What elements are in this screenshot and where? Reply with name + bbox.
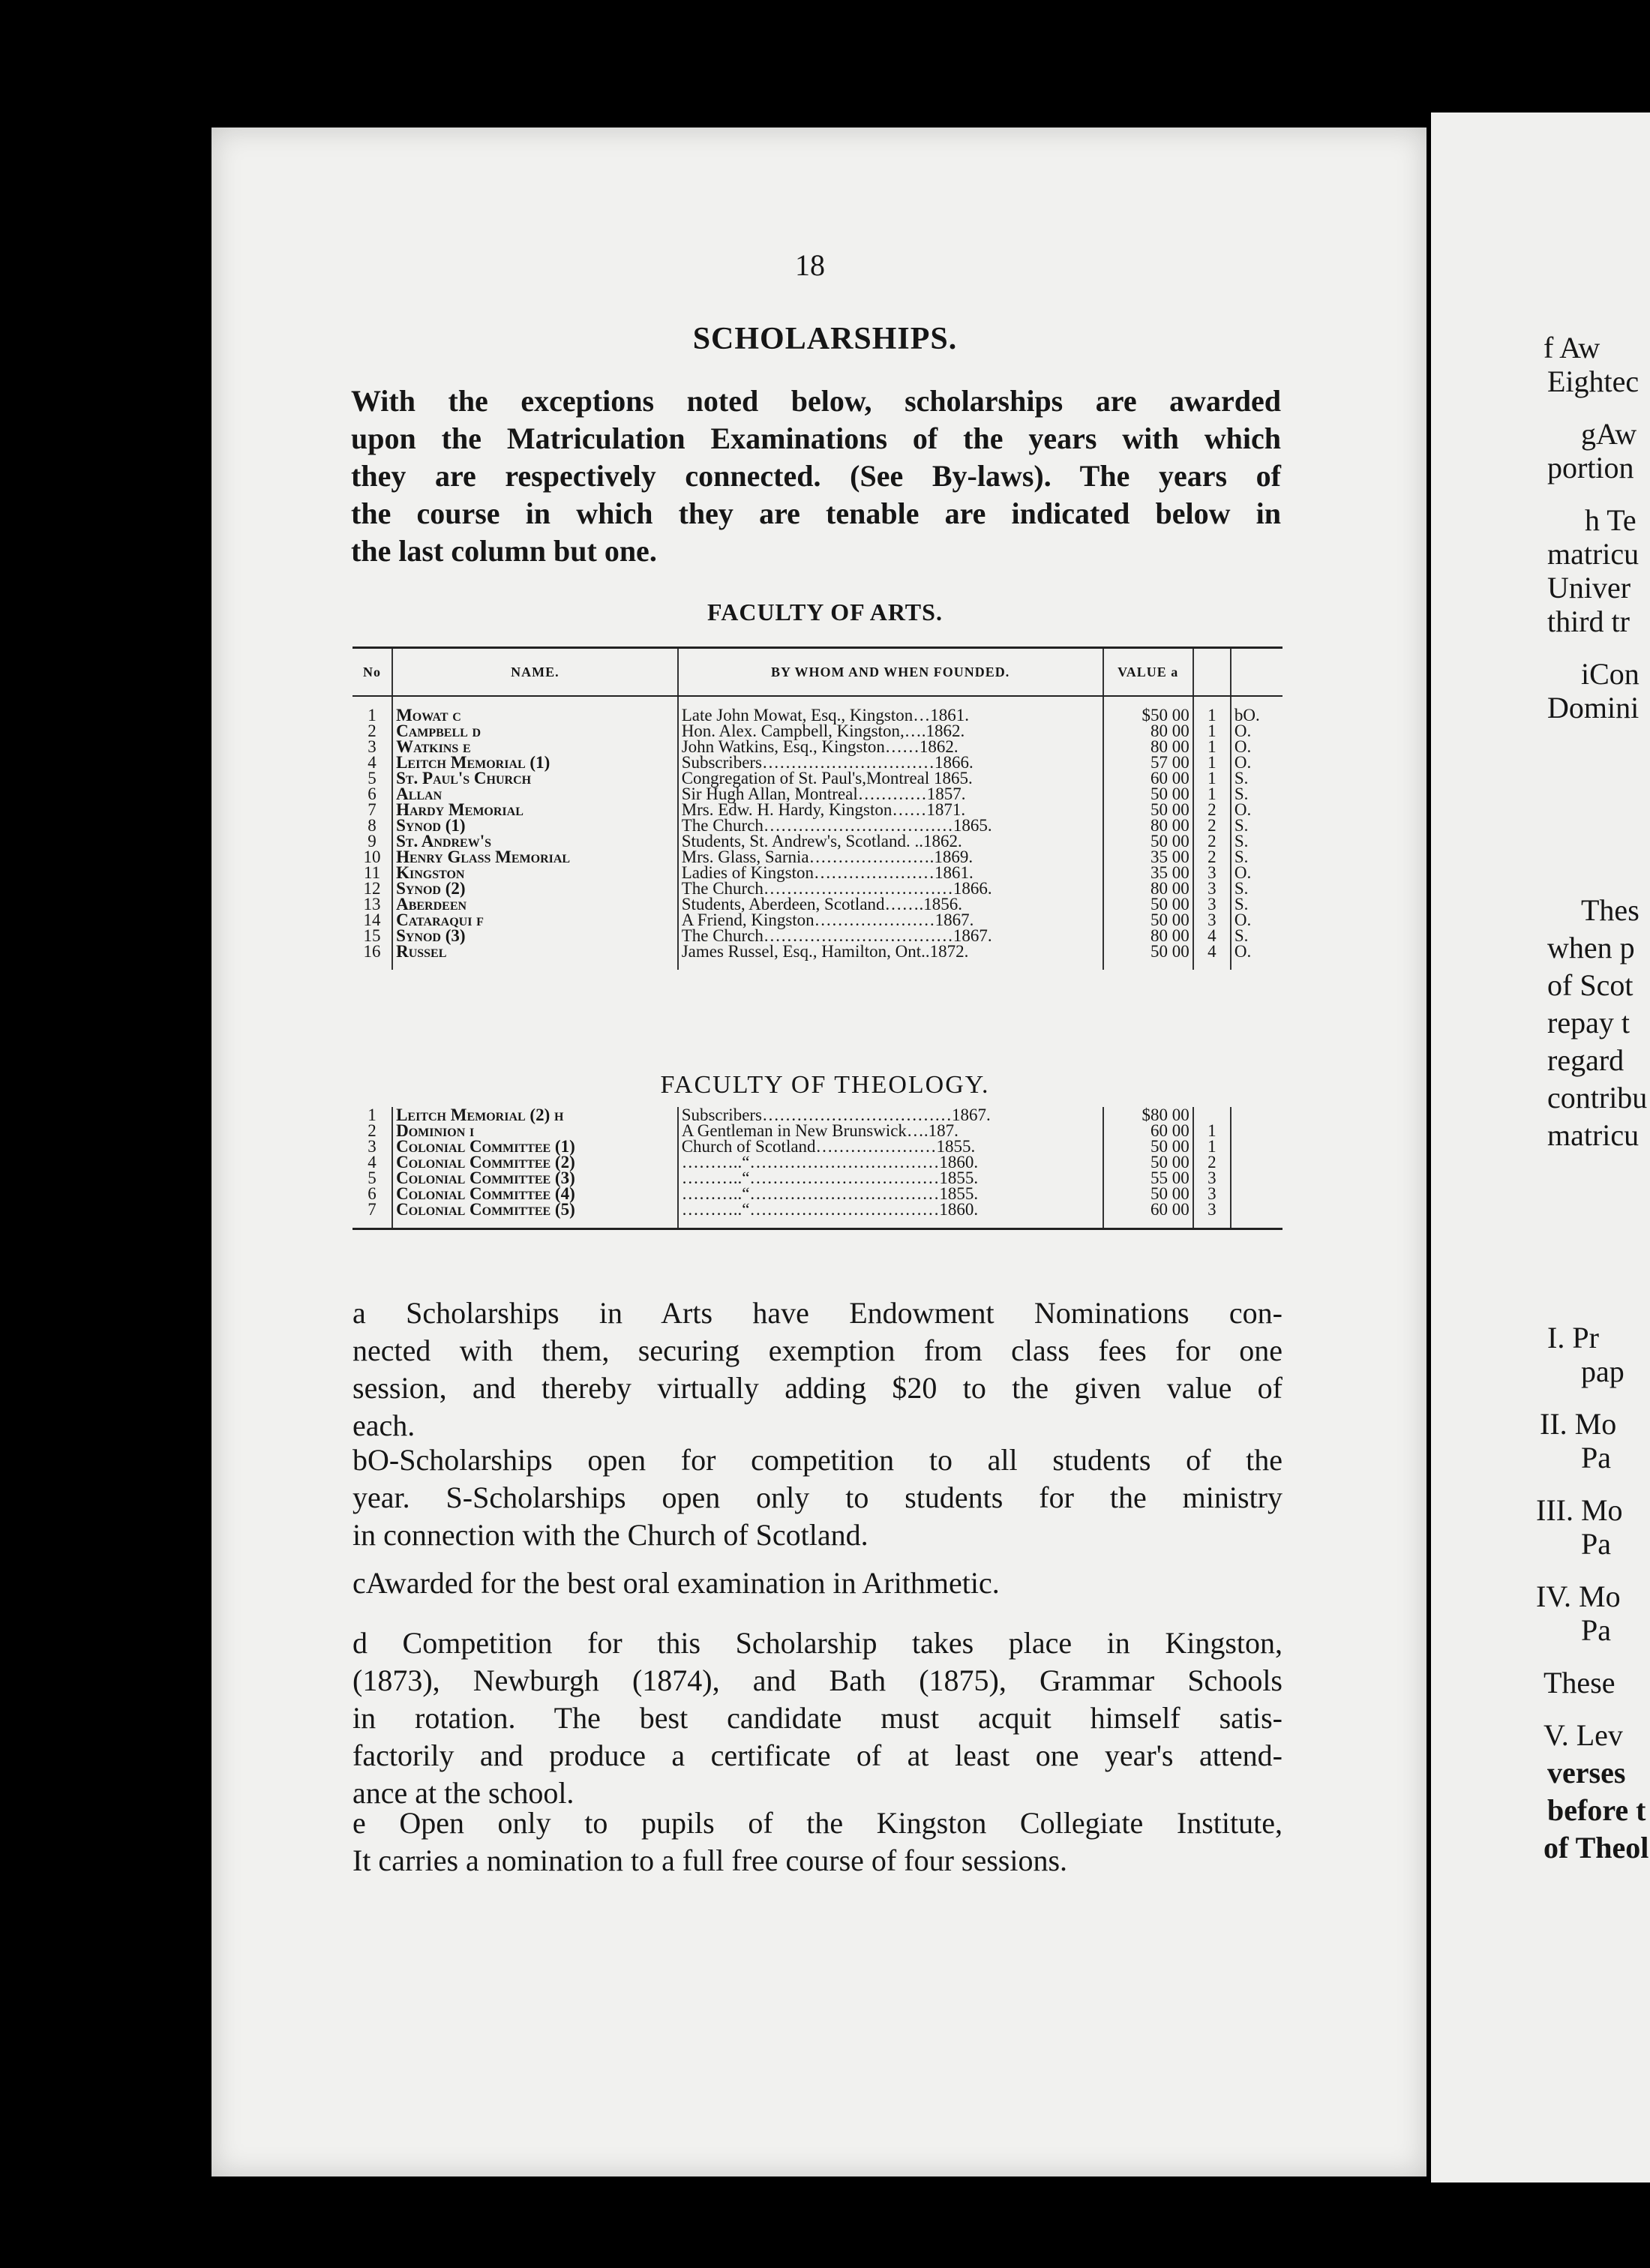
facing-line: I. Pr (1547, 1321, 1599, 1354)
tenable-year: 2 (1193, 849, 1231, 865)
scholarship-name: Mowat c (392, 707, 678, 723)
founded-by: A Gentleman in New Brunswick….187. (678, 1123, 1103, 1138)
scholarship-value: 80 00 (1103, 723, 1193, 739)
facing-line: before t (1547, 1793, 1646, 1827)
tenable-year: 1 (1193, 707, 1231, 723)
competition-type: S. (1234, 832, 1249, 850)
row-number: 1 (352, 1107, 392, 1123)
founded-by: Mrs. Edw. H. Hardy, Kingston……1871. (678, 802, 1103, 818)
note-line: d Competition for this Scholarship takes place in Kingston, (352, 1626, 1282, 1660)
tenable-year: 1 (1193, 754, 1231, 770)
tenable-year: 4 (1193, 944, 1231, 959)
founded-by: Subscribers…………………………1866. (678, 754, 1103, 770)
facing-line: Pa (1581, 1613, 1611, 1647)
facing-line: III. Mo (1536, 1493, 1623, 1527)
scholarship-name: Synod (3) (392, 928, 678, 944)
note-e (352, 1804, 1282, 1880)
tenable-year: 1 (1193, 770, 1231, 786)
scholarship-name: Watkins e (392, 739, 678, 754)
scholarship-value: 80 00 (1103, 928, 1193, 944)
row-number: 12 (352, 880, 392, 896)
intro-line: upon the Matriculation Examinations of the years with which (351, 422, 1281, 455)
scholarship-name: Allan (392, 786, 678, 802)
facing-line: Pa (1581, 1441, 1611, 1474)
scholarship-name: Colonial Committee (2) (392, 1154, 678, 1170)
faculty-theology-heading: FACULTY OF THEOLOGY. (660, 1071, 990, 1099)
intro-paragraph (351, 382, 1281, 570)
scholarship-value: 50 00 (1103, 1138, 1193, 1154)
scholarship-value: 50 00 (1103, 944, 1193, 959)
row-number: 3 (352, 1138, 392, 1154)
competition-type: S. (1234, 879, 1249, 898)
row-number: 4 (352, 1154, 392, 1170)
row-number: 2 (352, 1123, 392, 1138)
founded-by: Late John Mowat, Esq., Kingston…1861. (678, 707, 1103, 723)
competition-type (1231, 1107, 1282, 1123)
facing-line: Domini (1547, 691, 1640, 724)
facing-line: gAw (1581, 417, 1637, 451)
facing-line: when p (1547, 931, 1635, 964)
table-row (352, 1170, 1282, 1186)
scholarship-value: 80 00 (1103, 818, 1193, 833)
header-year (1193, 648, 1231, 697)
facing-line: f Aw (1544, 331, 1600, 364)
founded-by: Hon. Alex. Campbell, Kingston,….1862. (678, 723, 1103, 739)
founded-by: ………..“……………………………1860. (678, 1154, 1103, 1170)
table-row (352, 912, 1282, 928)
tenable-year: 3 (1193, 1202, 1231, 1217)
row-number: 7 (352, 1202, 392, 1217)
founded-by: Students, Aberdeen, Scotland…….1856. (678, 896, 1103, 912)
founded-by: Congregation of St. Paul's,Montreal 1865. (678, 770, 1103, 786)
arts-table-body (352, 696, 1282, 970)
scholarship-value: 80 00 (1103, 880, 1193, 896)
scholarship-value: 50 00 (1103, 802, 1193, 818)
table-row (352, 818, 1282, 833)
row-number: 5 (352, 770, 392, 786)
theology-table-body (352, 1107, 1282, 1229)
competition-type (1231, 1202, 1282, 1217)
scholarship-name: Henry Glass Memorial (392, 849, 678, 865)
row-number: 1 (352, 707, 392, 723)
competition-type: S. (1234, 816, 1249, 835)
row-number: 5 (352, 1170, 392, 1186)
row-number: 8 (352, 818, 392, 833)
founded-by: Sir Hugh Allan, Montreal…………1857. (678, 786, 1103, 802)
note-line: session, and thereby virtually adding $20 to the given value of (352, 1371, 1282, 1405)
scholarship-value: 50 00 (1103, 786, 1193, 802)
table-row (352, 754, 1282, 770)
tenable-year: 2 (1193, 802, 1231, 818)
note-line: e Open only to pupils of the Kingston Collegiate Institute, (352, 1806, 1282, 1840)
founded-by: Students, St. Andrew's, Scotland. ..1862. (678, 833, 1103, 849)
facing-line: iCon (1581, 657, 1640, 691)
scholarship-name: Hardy Memorial (392, 802, 678, 818)
tenable-year: 2 (1193, 1154, 1231, 1170)
note-line: It carries a nomination to a full free course of four sessions. (352, 1844, 1068, 1877)
row-number: 15 (352, 928, 392, 944)
scholarship-name: Leitch Memorial (1) (392, 754, 678, 770)
scholarship-name: Colonial Committee (1) (392, 1138, 678, 1154)
note-line: cAwarded for the best oral examination in Arithmetic. (352, 1566, 1000, 1600)
table-row (352, 786, 1282, 802)
facing-line: pap (1581, 1354, 1624, 1388)
founded-by: ………..“……………………………1855. (678, 1170, 1103, 1186)
note-line: factorily and produce a certificate of at least one year's attend- (352, 1738, 1282, 1772)
facing-line: IV. Mo (1536, 1580, 1621, 1613)
scholarship-name: Aberdeen (392, 896, 678, 912)
facing-line: verses (1547, 1756, 1626, 1790)
note-line: nected with them, securing exemption from class fees for one (352, 1334, 1282, 1367)
table-spacer (352, 1217, 1282, 1229)
scholarship-value: 50 00 (1103, 1186, 1193, 1202)
scholarship-value: 50 00 (1103, 833, 1193, 849)
facing-line: Eightec (1547, 364, 1640, 398)
intro-line: they are respectively connected. (See By-laws). The years of (351, 459, 1281, 493)
facing-line: contribu (1547, 1081, 1648, 1114)
competition-type: S. (1234, 848, 1249, 866)
scholarship-name: Kingston (392, 865, 678, 880)
scholarship-name: Synod (1) (392, 818, 678, 833)
facing-line: These (1544, 1666, 1616, 1700)
note-a (352, 1294, 1282, 1444)
row-number: 6 (352, 786, 392, 802)
note-line: ance at the school. (352, 1776, 574, 1810)
scholarship-value: 35 00 (1103, 865, 1193, 880)
row-number: 9 (352, 833, 392, 849)
table-row (352, 944, 1282, 959)
row-number: 16 (352, 944, 392, 959)
competition-type: bO. (1234, 706, 1260, 724)
row-number: 14 (352, 912, 392, 928)
row-number: 6 (352, 1186, 392, 1202)
facing-line: of Scot (1547, 968, 1634, 1002)
founded-by: James Russel, Esq., Hamilton, Ont..1872. (678, 944, 1103, 959)
tenable-year: 4 (1193, 928, 1231, 944)
competition-type: O. (1234, 737, 1252, 756)
theology-scholarship-table (352, 1107, 1282, 1230)
row-number: 7 (352, 802, 392, 818)
header-by-whom: BY WHOM AND WHEN FOUNDED. (678, 648, 1103, 697)
intro-line: the course in which they are tenable are indicated below in (351, 496, 1281, 530)
arts-scholarship-table (352, 646, 1282, 970)
tenable-year: 3 (1193, 896, 1231, 912)
table-row (352, 1154, 1282, 1170)
facing-line: matricu (1547, 1118, 1640, 1152)
founded-by: Subscribers……………………………1867. (678, 1107, 1103, 1123)
note-line: a Scholarships in Arts have Endowment Nominations con- (352, 1296, 1282, 1330)
scholarship-value: 60 00 (1103, 1123, 1193, 1138)
founded-by: The Church……………………………1865. (678, 818, 1103, 833)
table-row (352, 928, 1282, 944)
scholarship-name: Campbell d (392, 723, 678, 739)
page-number: 18 (795, 248, 825, 282)
scholarship-name: Colonial Committee (5) (392, 1202, 678, 1217)
competition-type: O. (1234, 753, 1252, 772)
row-number: 4 (352, 754, 392, 770)
scholarship-name: Cataraqui f (392, 912, 678, 928)
table-row (352, 865, 1282, 880)
row-number: 10 (352, 849, 392, 865)
scholarship-value: 80 00 (1103, 739, 1193, 754)
facing-line: V. Lev (1544, 1718, 1623, 1752)
founded-by: The Church……………………………1867. (678, 928, 1103, 944)
faculty-arts-heading: FACULTY OF ARTS. (707, 598, 943, 626)
tenable-year: 1 (1193, 786, 1231, 802)
founded-by: A Friend, Kingston…………………1867. (678, 912, 1103, 928)
page-title: SCHOLARSHIPS. (692, 322, 958, 356)
facing-line: third tr (1547, 604, 1630, 638)
scholarship-value: 50 00 (1103, 912, 1193, 928)
scholarship-name: Dominion i (392, 1123, 678, 1138)
founded-by: John Watkins, Esq., Kingston……1862. (678, 739, 1103, 754)
competition-type: O. (1234, 910, 1252, 929)
row-number: 13 (352, 896, 392, 912)
facing-line: Thes (1581, 893, 1640, 927)
tenable-year: 1 (1193, 1123, 1231, 1138)
tenable-year: 1 (1193, 1138, 1231, 1154)
header-name: NAME. (392, 648, 678, 697)
facing-line: Univer (1547, 571, 1631, 604)
tenable-year: 3 (1193, 1170, 1231, 1186)
table-row (352, 707, 1282, 723)
scholarship-value: 57 00 (1103, 754, 1193, 770)
table-row (352, 770, 1282, 786)
note-line: in rotation. The best candidate must acquit himself satis- (352, 1701, 1282, 1735)
competition-type (1231, 1123, 1282, 1138)
tenable-year: 3 (1193, 880, 1231, 896)
table-row (352, 1202, 1282, 1217)
scholarship-name: Colonial Committee (4) (392, 1186, 678, 1202)
competition-type: S. (1234, 784, 1249, 803)
note-line: each. (352, 1408, 416, 1442)
scholarship-value: 35 00 (1103, 849, 1193, 865)
competition-type (1231, 1138, 1282, 1154)
founded-by: The Church……………………………1866. (678, 880, 1103, 896)
competition-type: S. (1234, 895, 1249, 914)
facing-line: repay t (1547, 1006, 1630, 1040)
tenable-year: 3 (1193, 912, 1231, 928)
scholarship-name: St. Paul's Church (392, 770, 678, 786)
header-no: No (352, 648, 392, 697)
note-line: bO-Scholarships open for competition to all students of the (352, 1443, 1282, 1477)
scholarship-value: 60 00 (1103, 1202, 1193, 1217)
tenable-year: 2 (1193, 833, 1231, 849)
facing-line: portion (1547, 451, 1634, 484)
scholarship-value: 60 00 (1103, 770, 1193, 786)
scholarship-name: Russel (392, 944, 678, 959)
table-row (352, 1138, 1282, 1154)
row-number: 11 (352, 865, 392, 880)
table-row (352, 739, 1282, 754)
scholarship-value: 50 00 (1103, 1154, 1193, 1170)
intro-line: the last column but one. (351, 534, 657, 568)
table-row (352, 1186, 1282, 1202)
note-c (352, 1564, 1282, 1602)
competition-type (1231, 1170, 1282, 1186)
table-spacer (352, 959, 1282, 970)
table-row (352, 880, 1282, 896)
tenable-year: 3 (1193, 865, 1231, 880)
scholarship-value: 50 00 (1103, 896, 1193, 912)
competition-type: S. (1234, 926, 1249, 945)
row-number: 2 (352, 723, 392, 739)
founded-by: Ladies of Kingston…………………1861. (678, 865, 1103, 880)
row-number: 3 (352, 739, 392, 754)
tenable-year (1193, 1107, 1231, 1123)
facing-page-fragment (1431, 112, 1650, 2182)
tenable-year: 1 (1193, 723, 1231, 739)
tenable-year: 2 (1193, 818, 1231, 833)
scholarship-value: 55 00 (1103, 1170, 1193, 1186)
facing-line: matricu (1547, 537, 1640, 571)
founded-by: Church of Scotland…………………1855. (678, 1138, 1103, 1154)
note-line: (1873), Newburgh (1874), and Bath (1875), Grammar Schools (352, 1664, 1282, 1697)
tenable-year: 3 (1193, 1186, 1231, 1202)
facing-line: h Te (1585, 503, 1636, 537)
facing-line: regard (1547, 1043, 1624, 1077)
scholarship-name: Colonial Committee (3) (392, 1170, 678, 1186)
table-header-row (352, 648, 1282, 697)
header-value: VALUE a (1103, 648, 1193, 697)
founded-by: Mrs. Glass, Sarnia………………….1869. (678, 849, 1103, 865)
note-line: year. S-Scholarships open only to students for the ministry (352, 1480, 1282, 1514)
table-row (352, 723, 1282, 739)
competition-type: O. (1234, 863, 1252, 882)
table-row (352, 1123, 1282, 1138)
competition-type: S. (1234, 769, 1249, 788)
table-row (352, 802, 1282, 818)
facing-line: of Theol (1544, 1831, 1649, 1864)
competition-type: O. (1234, 942, 1252, 961)
scholarship-name: St. Andrew's (392, 833, 678, 849)
table-row (352, 833, 1282, 849)
competition-type: O. (1234, 722, 1252, 740)
scholarship-value: $80 00 (1103, 1107, 1193, 1123)
competition-type (1231, 1186, 1282, 1202)
competition-type (1231, 1154, 1282, 1170)
header-competition (1231, 648, 1282, 697)
intro-line: With the exceptions noted below, scholarships are awarded (351, 384, 1281, 418)
note-line: in connection with the Church of Scotland. (352, 1518, 868, 1552)
founded-by: ………..“……………………………1855. (678, 1186, 1103, 1202)
facing-line: Pa (1581, 1527, 1611, 1561)
table-row (352, 896, 1282, 912)
note-d (352, 1624, 1282, 1812)
tenable-year: 1 (1193, 739, 1231, 754)
scholarship-name: Leitch Memorial (2) h (392, 1107, 678, 1123)
note-b (352, 1442, 1282, 1554)
facing-line: II. Mo (1540, 1407, 1617, 1441)
scholarship-name: Synod (2) (392, 880, 678, 896)
scholarship-value: $50 00 (1103, 707, 1193, 723)
table-row (352, 849, 1282, 865)
competition-type: O. (1234, 800, 1252, 819)
founded-by: ………..“……………………………1860. (678, 1202, 1103, 1217)
table-row (352, 1107, 1282, 1123)
